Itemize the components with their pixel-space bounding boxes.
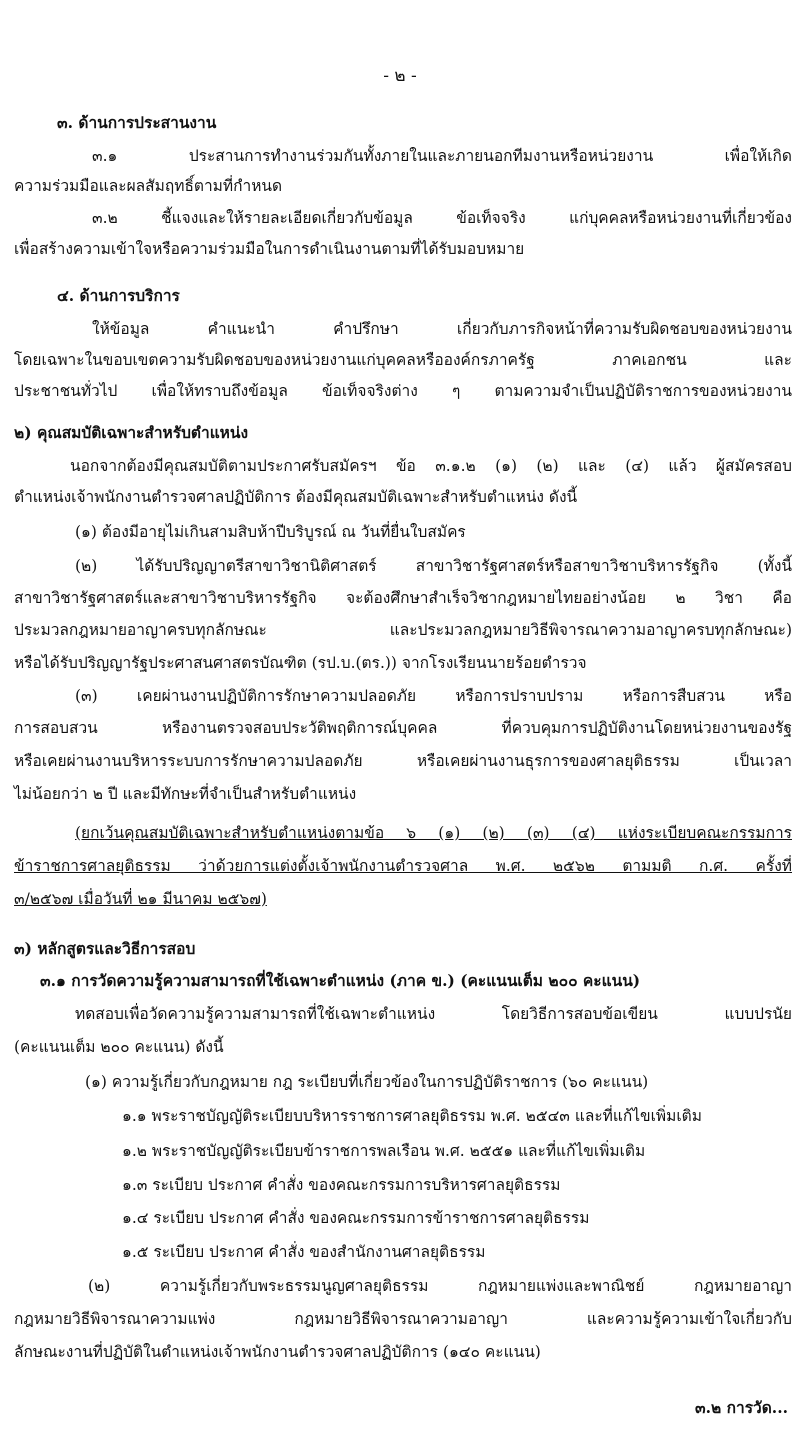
paragraph-line: สาขาวิชารัฐศาสตร์และสาขาวิชาบริหารรัฐกิจ จะต้องศึกษาสำเร็จวิชากฎหมายไทยอย่างน้อย ๒ วิชา คือ: [14, 589, 792, 607]
qualifications-heading: ๒) คุณสมบัติเฉพาะสำหรับตำแหน่ง: [14, 423, 249, 442]
list-subitem: ๑.๓ ระเบียบ ประกาศ คำสั่ง ของคณะกรรมการบริหารศาลยุติธรรม: [122, 1176, 561, 1194]
exception-note-line: ข้าราชการศาลยุติธรรม ว่าด้วยการแต่งตั้งเจ้าพนักงานตำรวจศาล พ.ศ. ๒๕๖๒ ตามมติ ก.ศ. ครั้งที่: [14, 857, 792, 875]
list-item: (๑) ความรู้เกี่ยวกับกฎหมาย กฎ ระเบียบที่เกี่ยวข้องในการปฏิบัติราชการ (๖๐ คะแนน): [85, 1073, 649, 1091]
list-item: (๑) ต้องมีอายุไม่เกินสามสิบห้าปีบริบูรณ์ ณ วันที่ยื่นใบสมัคร: [75, 523, 466, 541]
list-subitem: ๑.๕ ระเบียบ ประกาศ คำสั่ง ของสำนักงานศาลยุติธรรม: [122, 1243, 486, 1261]
paragraph-line: (คะแนนเต็ม ๒๐๐ คะแนน) ดังนี้: [14, 1038, 224, 1056]
paragraph-line: (๒) ได้รับปริญญาตรีสาขาวิชานิติศาสตร์ สาขาวิชารัฐศาสตร์หรือสาขาวิชาบริหารรัฐกิจ (ทั้งนี้: [75, 557, 792, 575]
section-4-heading: ๔. ด้านการบริการ: [57, 286, 180, 305]
paragraph-line: กฎหมายวิธีพิจารณาความแพ่ง กฎหมายวิธีพิจารณาความอาญา และความรู้ความเข้าใจเกี่ยวกับ: [14, 1310, 792, 1328]
curriculum-heading: ๓) หลักสูตรและวิธีการสอบ: [14, 939, 196, 958]
paragraph-line: ไม่น้อยกว่า ๒ ปี และมีทักษะที่จำเป็นสำหรับตำแหน่ง: [14, 785, 357, 803]
list-subitem: ๑.๒ พระราชบัญญัติระเบียบข้าราชการพลเรือน พ.ศ. ๒๕๕๑ และที่แก้ไขเพิ่มเติม: [122, 1142, 646, 1160]
paragraph-line: หรือได้รับปริญญารัฐประศาสนศาสตรบัณฑิต (รป.บ.(ตร.)) จากโรงเรียนนายร้อยตำรวจ: [14, 654, 587, 672]
paragraph-line: โดยเฉพาะในขอบเขตความรับผิดชอบของหน่วยงานแก่บุคคลหรือองค์กรภาครัฐ ภาคเอกชน และ: [14, 351, 792, 369]
list-subitem: ๑.๑ พระราชบัญญัติระเบียบบริหารราชการศาลยุติธรรม พ.ศ. ๒๕๔๓ และที่แก้ไขเพิ่มเติม: [122, 1107, 702, 1125]
paragraph-line: (๓) เคยผ่านงานปฏิบัติการรักษาความปลอดภัย หรือการปราบปราม หรือการสืบสวน หรือ: [75, 687, 792, 705]
page-number: - ๒ -: [383, 66, 417, 86]
paragraph-line: ประชาชนทั่วไป เพื่อให้ทราบถึงข้อมูล ข้อเท็จจริงต่าง ๆ ตามความจำเป็นปฏิบัติราชการของหน่วยงาน: [14, 382, 792, 400]
paragraph-line: นอกจากต้องมีคุณสมบัติตามประกาศรับสมัครฯ ข้อ ๓.๑.๒ (๑) (๒) และ (๔) แล้ว ผู้สมัครสอบ: [70, 457, 792, 475]
paragraph-line: ๓.๒ ชี้แจงและให้รายละเอียดเกี่ยวกับข้อมูล ข้อเท็จจริง แก่บุคคลหรือหน่วยงานที่เกี่ยวข้อง: [92, 209, 792, 227]
exception-note-line: (ยกเว้นคุณสมบัติเฉพาะสำหรับตำแหน่งตามข้อ ๖ (๑) (๒) (๓) (๔) แห่งระเบียบคณะกรรมการ: [75, 824, 792, 842]
curriculum-subheading: ๓.๑ การวัดความรู้ความสามารถที่ใช้เฉพาะตำแหน่ง (ภาค ข.) (คะแนนเต็ม ๒๐๐ คะแนน): [40, 971, 641, 990]
paragraph-line: เพื่อสร้างความเข้าใจหรือความร่วมมือในการดำเนินงานตามที่ได้รับมอบหมาย: [14, 240, 525, 258]
continued-marker: ๓.๒ การวัด...: [695, 1398, 788, 1417]
paragraph-line: ๓.๑ ประสานการทำงานร่วมกันทั้งภายในและภายนอกทีมงานหรือหน่วยงาน เพื่อให้เกิด: [92, 147, 792, 165]
paragraph-line: ลักษณะงานที่ปฏิบัติในตำแหน่งเจ้าพนักงานตำรวจศาลปฏิบัติการ (๑๔๐ คะแนน): [14, 1343, 541, 1361]
paragraph-line: ประมวลกฎหมายอาญาครบทุกลักษณะ และประมวลกฎหมายวิธีพิจารณาความอาญาครบทุกลักษณะ): [14, 621, 792, 639]
list-subitem: ๑.๔ ระเบียบ ประกาศ คำสั่ง ของคณะกรรมการข้าราชการศาลยุติธรรม: [122, 1209, 590, 1227]
paragraph-line: ทดสอบเพื่อวัดความรู้ความสามารถที่ใช้เฉพาะตำแหน่ง โดยวิธีการสอบข้อเขียน แบบปรนัย: [75, 1005, 792, 1023]
paragraph-line: หรือเคยผ่านงานบริหารระบบการรักษาความปลอดภัย หรือเคยผ่านงานธุรการของศาลยุติธรรม เป็นเวลา: [14, 752, 792, 770]
paragraph-line: การสอบสวน หรืองานตรวจสอบประวัติพฤติการณ์บุคคล ที่ควบคุมการปฏิบัติงานโดยหน่วยงานของรัฐ: [14, 719, 792, 737]
exception-note-line: ๓/๒๕๖๗ เมื่อวันที่ ๒๑ มีนาคม ๒๕๖๗): [14, 890, 267, 908]
paragraph-line: ตำแหน่งเจ้าพนักงานตำรวจศาลปฏิบัติการ ต้องมีคุณสมบัติเฉพาะสำหรับตำแหน่ง ดังนี้: [14, 488, 578, 506]
paragraph-line: ให้ข้อมูล คำแนะนำ คำปรึกษา เกี่ยวกับภารกิจหน้าที่ความรับผิดชอบของหน่วยงาน: [92, 320, 792, 338]
paragraph-line: (๒) ความรู้เกี่ยวกับพระธรรมนูญศาลยุติธรรม กฎหมายแพ่งและพาณิชย์ กฎหมายอาญา: [88, 1277, 792, 1295]
section-3-heading: ๓. ด้านการประสานงาน: [57, 113, 217, 132]
paragraph-line: ความร่วมมือและผลสัมฤทธิ์ตามที่กำหนด: [14, 177, 283, 195]
